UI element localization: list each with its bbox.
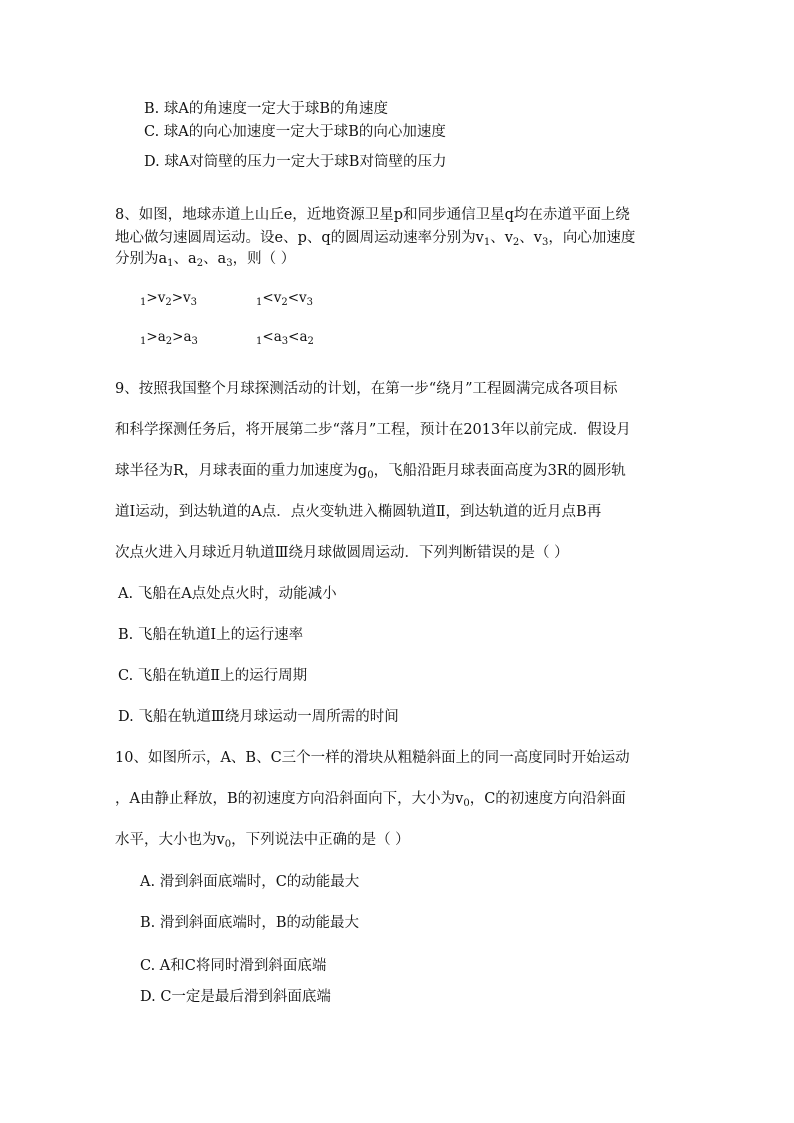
sub-3: 3	[226, 258, 233, 269]
q10-stem-line3-b: ，下列说法中正确的是（ ）	[231, 832, 410, 848]
q8-stem-line3-mid1: 、a	[173, 251, 197, 267]
q10-option-b: B. 滑到斜面底端时，B的动能最大	[140, 915, 360, 931]
sub: 2	[165, 336, 173, 347]
compare-sign: >	[146, 329, 158, 345]
q9-stem-line3-a: 球半径为R，月球表面的重力加速度为g	[115, 463, 368, 479]
sub: 1	[256, 297, 263, 308]
q8-option-b	[256, 288, 313, 313]
q10-stem-line1: 10、如图所示，A、B、C三个一样的滑块从粗糙斜面上的同一高度同时开始运动	[115, 750, 630, 766]
q10-stem-line3-a: 水平，大小也为v	[115, 832, 225, 848]
compare-sign: <	[262, 290, 274, 306]
sub-0: 0	[367, 470, 374, 481]
q8-stem-line2-mid1: 、v	[490, 230, 513, 246]
q9-stem-line3	[115, 461, 626, 486]
q8-option-c	[140, 327, 198, 352]
q9-option-c: C. 飞船在轨道Ⅱ上的运行周期	[118, 668, 308, 684]
q10-stem-line2-b: ，C的初速度方向沿斜面	[469, 791, 626, 807]
q9-stem-line3-b: ，飞船沿距月球表面高度为3R的圆形轨	[373, 463, 626, 479]
q7-option-c: C. 球A的向心加速度一定大于球B的向心加速度	[144, 124, 446, 140]
q9-stem-line1: 9、按照我国整个月球探测活动的计划，在第一步“绕月”工程圆满完成各项目标	[115, 381, 618, 397]
q10-stem-line2-a: ，A由静止释放，B的初速度方向沿斜面向下，大小为v	[115, 791, 464, 807]
var-v: v	[273, 290, 282, 306]
q8-stem-line3-end: ，则（ ）	[232, 251, 296, 267]
sub: 3	[190, 297, 198, 308]
q8-stem-line3-mid2: 、a	[203, 251, 227, 267]
compare-sign: >	[171, 290, 184, 306]
sub: 3	[306, 297, 314, 308]
var-v: v	[183, 290, 191, 306]
q10-stem-line3	[115, 830, 410, 855]
q8-option-d	[256, 327, 314, 352]
q8-option-a	[140, 288, 197, 313]
q8-stem-line1: 8、如图，地球赤道上山丘e，近地资源卫星p和同步通信卫星q均在赤道平面上绕	[115, 207, 630, 223]
var-a: a	[299, 329, 308, 345]
q9-stem-line2: 和科学探测任务后，将开展第二步“落月”工程，预计在2013年以前完成．假设月	[115, 422, 631, 438]
q8-stem-line2-mid2: 、v	[519, 230, 542, 246]
var-v: v	[299, 290, 307, 306]
sub-0: 0	[463, 798, 470, 809]
sub-1: 1	[167, 258, 174, 269]
sub-0: 0	[224, 839, 232, 850]
sub: 2	[281, 297, 288, 308]
sub: 3	[281, 336, 289, 347]
q8-stem-line3	[115, 249, 295, 274]
sub: 1	[140, 297, 147, 308]
q9-stem-line5: 次点火进入月球近月轨道Ⅲ绕月球做圆周运动．下列判断错误的是（ ）	[115, 545, 569, 561]
q10-stem-line2	[115, 789, 626, 814]
q9-stem-line4: 道Ⅰ运动，到达轨道的A点．点火变轨进入椭圆轨道Ⅱ，到达轨道的近月点B再	[115, 504, 602, 520]
compare-sign: >	[172, 329, 184, 345]
compare-sign: >	[146, 290, 158, 306]
sub: 1	[256, 336, 263, 347]
var-a: a	[157, 329, 166, 345]
sub: 2	[307, 336, 314, 347]
sub: 2	[165, 297, 172, 308]
compare-sign: <	[262, 329, 274, 345]
q9-option-a: A. 飞船在A点处点火时，动能减小	[118, 586, 337, 602]
compare-sign: <	[288, 329, 300, 345]
compare-sign: <	[287, 290, 300, 306]
q10-option-c: C. A和C将同时滑到斜面底端	[140, 958, 327, 974]
q7-option-d: D. 球A对筒壁的压力一定大于球B对筒壁的压力	[144, 154, 447, 170]
q10-option-a: A. 滑到斜面底端时，C的动能最大	[140, 874, 360, 890]
q9-option-d: D. 飞船在轨道Ⅲ绕月球运动一周所需的时间	[118, 709, 399, 725]
sub: 3	[191, 336, 198, 347]
q8-stem-line3-text: 分别为a	[115, 251, 168, 267]
sub-1: 1	[483, 237, 491, 248]
q8-stem-line2-end: ，向心加速度	[548, 230, 636, 246]
q8-stem-line2-text: 地心做匀速圆周运动。设e、p、q的圆周运动速率分别为v	[115, 230, 484, 246]
sub-2: 2	[512, 237, 520, 248]
q9-option-b: B. 飞船在轨道Ⅰ上的运行速率	[118, 627, 304, 643]
sub-3: 3	[542, 237, 549, 248]
q7-option-b: B. 球A的角速度一定大于球B的角速度	[144, 101, 388, 117]
var-a: a	[273, 329, 282, 345]
var-a: a	[183, 329, 192, 345]
sub-2: 2	[196, 258, 204, 269]
sub: 1	[140, 336, 147, 347]
var-v: v	[157, 290, 166, 306]
q10-option-d: D. C一定是最后滑到斜面底端	[140, 989, 331, 1005]
